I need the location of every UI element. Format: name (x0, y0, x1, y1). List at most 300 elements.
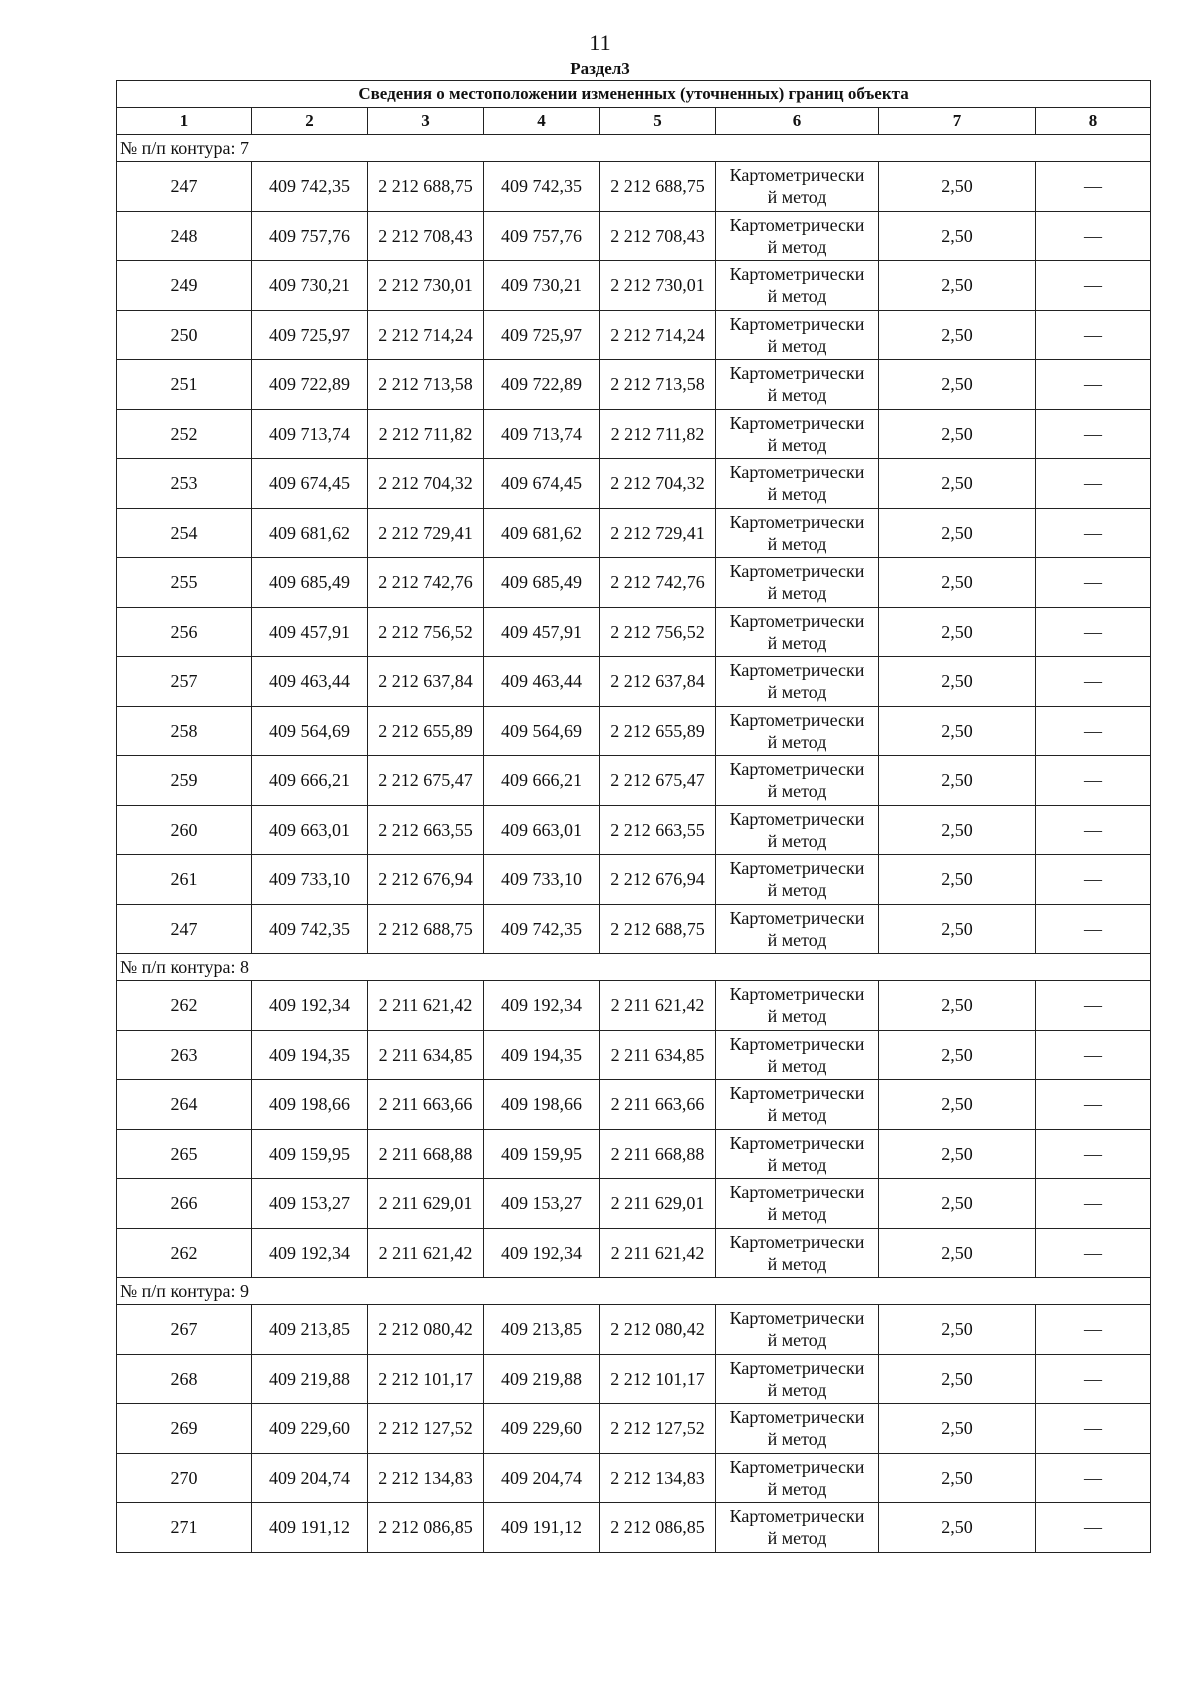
method-text-line1: Картометрически (729, 1083, 865, 1104)
column-number: 4 (484, 108, 600, 135)
point-number-cell: 254 (117, 508, 252, 558)
old-y-coordinate-cell: 2 211 634,85 (368, 1030, 484, 1080)
accuracy-cell: 2,50 (879, 1404, 1036, 1454)
accuracy-cell: 2,50 (879, 1030, 1036, 1080)
method-text-line2: й метод (767, 335, 827, 356)
new-y-coordinate-cell: 2 211 668,88 (600, 1129, 716, 1179)
table-row (117, 855, 1151, 905)
new-x-coordinate-cell: 409 213,85 (484, 1305, 600, 1355)
old-y-coordinate-cell: 2 212 655,89 (368, 706, 484, 756)
old-y-coordinate-cell: 2 212 711,82 (368, 409, 484, 459)
old-y-coordinate-cell: 2 212 127,52 (368, 1404, 484, 1454)
old-y-coordinate-cell: 2 212 134,83 (368, 1453, 484, 1503)
old-y-coordinate-cell: 2 212 663,55 (368, 805, 484, 855)
table-row (117, 1354, 1151, 1404)
point-number-cell: 258 (117, 706, 252, 756)
description-cell: — (1036, 211, 1151, 261)
column-number: 1 (117, 108, 252, 135)
description-cell: — (1036, 805, 1151, 855)
method-cell (716, 1503, 879, 1553)
section-title: Раздел3 (570, 59, 630, 78)
description-cell: — (1036, 508, 1151, 558)
new-x-coordinate-cell: 409 194,35 (484, 1030, 600, 1080)
description-cell: — (1036, 459, 1151, 509)
new-y-coordinate-cell: 2 212 742,76 (600, 558, 716, 608)
method-cell (716, 855, 879, 905)
table-row (117, 162, 1151, 212)
new-y-coordinate-cell: 2 212 688,75 (600, 904, 716, 954)
old-x-coordinate-cell: 409 666,21 (252, 756, 368, 806)
method-text-line1: Картометрически (729, 1456, 865, 1477)
new-x-coordinate-cell: 409 192,34 (484, 1228, 600, 1278)
contour-label: № п/п контура: 8 (117, 954, 1151, 981)
point-number-cell: 251 (117, 360, 252, 410)
method-text-line1: Картометрически (729, 660, 865, 681)
method-text-line2: й метод (767, 632, 827, 653)
new-y-coordinate-cell: 2 212 688,75 (600, 162, 716, 212)
old-y-coordinate-cell: 2 212 729,41 (368, 508, 484, 558)
point-number-cell: 264 (117, 1080, 252, 1130)
accuracy-cell: 2,50 (879, 459, 1036, 509)
old-x-coordinate-cell: 409 663,01 (252, 805, 368, 855)
old-x-coordinate-cell: 409 685,49 (252, 558, 368, 608)
table-row (117, 409, 1151, 459)
description-cell: — (1036, 657, 1151, 707)
method-text-line1: Картометрически (729, 808, 865, 829)
table-row (117, 261, 1151, 311)
old-x-coordinate-cell: 409 757,76 (252, 211, 368, 261)
point-number-cell: 262 (117, 981, 252, 1031)
old-x-coordinate-cell: 409 229,60 (252, 1404, 368, 1454)
description-cell: — (1036, 162, 1151, 212)
new-y-coordinate-cell: 2 212 086,85 (600, 1503, 716, 1553)
old-x-coordinate-cell: 409 192,34 (252, 1228, 368, 1278)
method-cell (716, 756, 879, 806)
old-y-coordinate-cell: 2 212 637,84 (368, 657, 484, 707)
old-y-coordinate-cell: 2 212 675,47 (368, 756, 484, 806)
old-x-coordinate-cell: 409 219,88 (252, 1354, 368, 1404)
point-number-cell: 259 (117, 756, 252, 806)
old-x-coordinate-cell: 409 198,66 (252, 1080, 368, 1130)
method-cell (716, 904, 879, 954)
old-y-coordinate-cell: 2 212 714,24 (368, 310, 484, 360)
column-number: 6 (716, 108, 879, 135)
method-text-line1: Картометрически (729, 1407, 865, 1428)
old-x-coordinate-cell: 409 674,45 (252, 459, 368, 509)
method-cell (716, 1228, 879, 1278)
method-text-line1: Картометрически (729, 1132, 865, 1153)
old-x-coordinate-cell: 409 194,35 (252, 1030, 368, 1080)
old-y-coordinate-cell: 2 211 629,01 (368, 1179, 484, 1229)
method-text-line2: й метод (767, 484, 827, 505)
method-text-line1: Картометрически (729, 1506, 865, 1527)
column-number: 8 (1036, 108, 1151, 135)
method-text-line1: Картометрически (729, 214, 865, 235)
accuracy-cell: 2,50 (879, 1305, 1036, 1355)
method-cell (716, 1030, 879, 1080)
point-number-cell: 271 (117, 1503, 252, 1553)
method-text-line1: Картометрически (729, 412, 865, 433)
new-x-coordinate-cell: 409 191,12 (484, 1503, 600, 1553)
table-row (117, 360, 1151, 410)
old-y-coordinate-cell: 2 212 101,17 (368, 1354, 484, 1404)
method-text-line2: й метод (767, 830, 827, 851)
old-x-coordinate-cell: 409 725,97 (252, 310, 368, 360)
point-number-cell: 247 (117, 162, 252, 212)
table-row (117, 981, 1151, 1031)
accuracy-cell: 2,50 (879, 756, 1036, 806)
method-text-line2: й метод (767, 187, 827, 208)
method-cell (716, 981, 879, 1031)
contour-header-row (117, 954, 1151, 981)
table-row (117, 706, 1151, 756)
contour-label: № п/п контура: 9 (117, 1278, 1151, 1305)
method-cell (716, 1305, 879, 1355)
table-row (117, 1129, 1151, 1179)
accuracy-cell: 2,50 (879, 162, 1036, 212)
method-text-line1: Картометрически (729, 1357, 865, 1378)
accuracy-cell: 2,50 (879, 211, 1036, 261)
accuracy-cell: 2,50 (879, 1228, 1036, 1278)
new-y-coordinate-cell: 2 212 708,43 (600, 211, 716, 261)
accuracy-cell: 2,50 (879, 904, 1036, 954)
point-number-cell: 247 (117, 904, 252, 954)
point-number-cell: 253 (117, 459, 252, 509)
accuracy-cell: 2,50 (879, 855, 1036, 905)
new-y-coordinate-cell: 2 212 714,24 (600, 310, 716, 360)
method-text-line2: й метод (767, 1105, 827, 1126)
old-y-coordinate-cell: 2 212 730,01 (368, 261, 484, 311)
point-number-cell: 263 (117, 1030, 252, 1080)
method-text-line2: й метод (767, 1204, 827, 1225)
accuracy-cell: 2,50 (879, 409, 1036, 459)
method-text-line1: Картометрически (729, 511, 865, 532)
accuracy-cell: 2,50 (879, 706, 1036, 756)
method-text-line2: й метод (767, 1379, 827, 1400)
old-y-coordinate-cell: 2 212 708,43 (368, 211, 484, 261)
table-row (117, 1228, 1151, 1278)
new-y-coordinate-cell: 2 211 663,66 (600, 1080, 716, 1130)
accuracy-cell: 2,50 (879, 981, 1036, 1031)
table-row (117, 211, 1151, 261)
method-cell (716, 657, 879, 707)
new-x-coordinate-cell: 409 725,97 (484, 310, 600, 360)
contour-header-row (117, 1278, 1151, 1305)
old-y-coordinate-cell: 2 212 086,85 (368, 1503, 484, 1553)
table-row (117, 1404, 1151, 1454)
method-cell (716, 1179, 879, 1229)
new-y-coordinate-cell: 2 212 675,47 (600, 756, 716, 806)
point-number-cell: 270 (117, 1453, 252, 1503)
table-row (117, 607, 1151, 657)
method-text-line1: Картометрически (729, 1182, 865, 1203)
method-cell (716, 508, 879, 558)
old-x-coordinate-cell: 409 730,21 (252, 261, 368, 311)
table-row (117, 1179, 1151, 1229)
new-x-coordinate-cell: 409 159,95 (484, 1129, 600, 1179)
new-x-coordinate-cell: 409 742,35 (484, 904, 600, 954)
old-y-coordinate-cell: 2 212 704,32 (368, 459, 484, 509)
point-number-cell: 267 (117, 1305, 252, 1355)
method-text-line2: й метод (767, 1253, 827, 1274)
new-x-coordinate-cell: 409 192,34 (484, 981, 600, 1031)
method-cell (716, 459, 879, 509)
old-x-coordinate-cell: 409 713,74 (252, 409, 368, 459)
old-y-coordinate-cell: 2 212 688,75 (368, 904, 484, 954)
method-text-line1: Картометрически (729, 759, 865, 780)
method-text-line1: Картометрически (729, 561, 865, 582)
point-number-cell: 252 (117, 409, 252, 459)
old-x-coordinate-cell: 409 159,95 (252, 1129, 368, 1179)
method-cell (716, 558, 879, 608)
method-text-line2: й метод (767, 1478, 827, 1499)
new-x-coordinate-cell: 409 204,74 (484, 1453, 600, 1503)
method-cell (716, 360, 879, 410)
accuracy-cell: 2,50 (879, 805, 1036, 855)
old-x-coordinate-cell: 409 191,12 (252, 1503, 368, 1553)
description-cell: — (1036, 855, 1151, 905)
old-y-coordinate-cell: 2 212 676,94 (368, 855, 484, 905)
method-text-line2: й метод (767, 781, 827, 802)
description-cell: — (1036, 1030, 1151, 1080)
table-row (117, 1453, 1151, 1503)
new-x-coordinate-cell: 409 666,21 (484, 756, 600, 806)
new-y-coordinate-cell: 2 212 127,52 (600, 1404, 716, 1454)
method-cell (716, 607, 879, 657)
point-number-cell: 266 (117, 1179, 252, 1229)
new-y-coordinate-cell: 2 211 621,42 (600, 1228, 716, 1278)
column-number: 2 (252, 108, 368, 135)
method-cell (716, 261, 879, 311)
method-text-line2: й метод (767, 1154, 827, 1175)
method-cell (716, 805, 879, 855)
new-y-coordinate-cell: 2 212 134,83 (600, 1453, 716, 1503)
new-y-coordinate-cell: 2 212 655,89 (600, 706, 716, 756)
method-text-line2: й метод (767, 929, 827, 950)
description-cell: — (1036, 1305, 1151, 1355)
method-text-line1: Картометрически (729, 709, 865, 730)
table-row (117, 558, 1151, 608)
accuracy-cell: 2,50 (879, 1080, 1036, 1130)
old-x-coordinate-cell: 409 733,10 (252, 855, 368, 905)
contour-header-row (117, 135, 1151, 162)
new-x-coordinate-cell: 409 730,21 (484, 261, 600, 311)
point-number-cell: 250 (117, 310, 252, 360)
description-cell: — (1036, 1179, 1151, 1229)
table-row (117, 1305, 1151, 1355)
accuracy-cell: 2,50 (879, 1129, 1036, 1179)
old-x-coordinate-cell: 409 681,62 (252, 508, 368, 558)
new-x-coordinate-cell: 409 153,27 (484, 1179, 600, 1229)
new-x-coordinate-cell: 409 713,74 (484, 409, 600, 459)
table-row (117, 1080, 1151, 1130)
new-y-coordinate-cell: 2 212 711,82 (600, 409, 716, 459)
accuracy-cell: 2,50 (879, 607, 1036, 657)
column-number: 3 (368, 108, 484, 135)
method-text-line1: Картометрически (729, 165, 865, 186)
new-y-coordinate-cell: 2 211 621,42 (600, 981, 716, 1031)
new-x-coordinate-cell: 409 219,88 (484, 1354, 600, 1404)
point-number-cell: 256 (117, 607, 252, 657)
method-text-line2: й метод (767, 236, 827, 257)
new-x-coordinate-cell: 409 457,91 (484, 607, 600, 657)
old-x-coordinate-cell: 409 192,34 (252, 981, 368, 1031)
point-number-cell: 248 (117, 211, 252, 261)
table-row (117, 1030, 1151, 1080)
table-row (117, 756, 1151, 806)
description-cell: — (1036, 756, 1151, 806)
accuracy-cell: 2,50 (879, 310, 1036, 360)
new-y-coordinate-cell: 2 212 637,84 (600, 657, 716, 707)
new-y-coordinate-cell: 2 212 080,42 (600, 1305, 716, 1355)
method-text-line1: Картометрически (729, 264, 865, 285)
table-caption: Сведения о местоположении измененных (уточненных) границ объекта (117, 81, 1151, 108)
old-x-coordinate-cell: 409 564,69 (252, 706, 368, 756)
table-caption-row (117, 81, 1151, 108)
new-x-coordinate-cell: 409 229,60 (484, 1404, 600, 1454)
new-y-coordinate-cell: 2 211 629,01 (600, 1179, 716, 1229)
method-text-line1: Картометрически (729, 1231, 865, 1252)
method-text-line2: й метод (767, 1528, 827, 1549)
description-cell: — (1036, 558, 1151, 608)
method-text-line2: й метод (767, 434, 827, 455)
old-y-coordinate-cell: 2 212 742,76 (368, 558, 484, 608)
method-text-line1: Картометрически (729, 1033, 865, 1054)
method-text-line2: й метод (767, 286, 827, 307)
point-number-cell: 257 (117, 657, 252, 707)
description-cell: — (1036, 1453, 1151, 1503)
new-x-coordinate-cell: 409 564,69 (484, 706, 600, 756)
method-cell (716, 706, 879, 756)
new-x-coordinate-cell: 409 733,10 (484, 855, 600, 905)
old-y-coordinate-cell: 2 211 621,42 (368, 1228, 484, 1278)
old-y-coordinate-cell: 2 212 688,75 (368, 162, 484, 212)
new-y-coordinate-cell: 2 212 713,58 (600, 360, 716, 410)
method-text-line1: Картометрически (729, 1308, 865, 1329)
method-text-line2: й метод (767, 583, 827, 604)
new-y-coordinate-cell: 2 212 663,55 (600, 805, 716, 855)
description-cell: — (1036, 1080, 1151, 1130)
description-cell: — (1036, 1354, 1151, 1404)
description-cell: — (1036, 310, 1151, 360)
description-cell: — (1036, 261, 1151, 311)
method-cell (716, 409, 879, 459)
new-x-coordinate-cell: 409 198,66 (484, 1080, 600, 1130)
method-cell (716, 162, 879, 212)
table-row (117, 657, 1151, 707)
description-cell: — (1036, 981, 1151, 1031)
accuracy-cell: 2,50 (879, 657, 1036, 707)
column-number-row (117, 108, 1151, 135)
page-number: 11 (589, 30, 611, 55)
method-cell (716, 211, 879, 261)
method-cell (716, 1354, 879, 1404)
point-number-cell: 260 (117, 805, 252, 855)
method-text-line2: й метод (767, 1330, 827, 1351)
method-text-line2: й метод (767, 1429, 827, 1450)
table-row (117, 1503, 1151, 1553)
description-cell: — (1036, 360, 1151, 410)
new-y-coordinate-cell: 2 212 101,17 (600, 1354, 716, 1404)
table-row (117, 459, 1151, 509)
description-cell: — (1036, 1228, 1151, 1278)
point-number-cell: 249 (117, 261, 252, 311)
new-y-coordinate-cell: 2 212 730,01 (600, 261, 716, 311)
old-y-coordinate-cell: 2 211 621,42 (368, 981, 484, 1031)
column-number: 7 (879, 108, 1036, 135)
old-y-coordinate-cell: 2 211 663,66 (368, 1080, 484, 1130)
old-y-coordinate-cell: 2 212 080,42 (368, 1305, 484, 1355)
old-x-coordinate-cell: 409 742,35 (252, 162, 368, 212)
old-x-coordinate-cell: 409 742,35 (252, 904, 368, 954)
accuracy-cell: 2,50 (879, 1179, 1036, 1229)
method-text-line2: й метод (767, 533, 827, 554)
accuracy-cell: 2,50 (879, 1354, 1036, 1404)
method-cell (716, 1453, 879, 1503)
accuracy-cell: 2,50 (879, 558, 1036, 608)
point-number-cell: 262 (117, 1228, 252, 1278)
method-cell (716, 1080, 879, 1130)
method-text-line2: й метод (767, 682, 827, 703)
method-text-line1: Картометрически (729, 858, 865, 879)
column-number: 5 (600, 108, 716, 135)
old-y-coordinate-cell: 2 212 756,52 (368, 607, 484, 657)
new-x-coordinate-cell: 409 674,45 (484, 459, 600, 509)
table-row (117, 904, 1151, 954)
table-row (117, 310, 1151, 360)
new-x-coordinate-cell: 409 722,89 (484, 360, 600, 410)
old-x-coordinate-cell: 409 457,91 (252, 607, 368, 657)
old-x-coordinate-cell: 409 204,74 (252, 1453, 368, 1503)
new-x-coordinate-cell: 409 742,35 (484, 162, 600, 212)
table-body (117, 81, 1151, 1553)
method-text-line2: й метод (767, 385, 827, 406)
accuracy-cell: 2,50 (879, 261, 1036, 311)
point-number-cell: 261 (117, 855, 252, 905)
method-text-line1: Картометрически (729, 462, 865, 483)
new-y-coordinate-cell: 2 212 704,32 (600, 459, 716, 509)
method-text-line1: Картометрически (729, 984, 865, 1005)
accuracy-cell: 2,50 (879, 1453, 1036, 1503)
contour-label: № п/п контура: 7 (117, 135, 1151, 162)
method-text-line2: й метод (767, 731, 827, 752)
old-x-coordinate-cell: 409 722,89 (252, 360, 368, 410)
description-cell: — (1036, 409, 1151, 459)
description-cell: — (1036, 1404, 1151, 1454)
point-number-cell: 269 (117, 1404, 252, 1454)
description-cell: — (1036, 1129, 1151, 1179)
method-cell (716, 1404, 879, 1454)
table-row (117, 805, 1151, 855)
new-x-coordinate-cell: 409 463,44 (484, 657, 600, 707)
new-x-coordinate-cell: 409 685,49 (484, 558, 600, 608)
description-cell: — (1036, 706, 1151, 756)
table-row (117, 508, 1151, 558)
method-text-line2: й метод (767, 1006, 827, 1027)
description-cell: — (1036, 904, 1151, 954)
new-y-coordinate-cell: 2 211 634,85 (600, 1030, 716, 1080)
method-cell (716, 310, 879, 360)
point-number-cell: 268 (117, 1354, 252, 1404)
old-y-coordinate-cell: 2 212 713,58 (368, 360, 484, 410)
point-number-cell: 265 (117, 1129, 252, 1179)
description-cell: — (1036, 607, 1151, 657)
accuracy-cell: 2,50 (879, 360, 1036, 410)
accuracy-cell: 2,50 (879, 508, 1036, 558)
method-text-line1: Картометрически (729, 907, 865, 928)
old-x-coordinate-cell: 409 213,85 (252, 1305, 368, 1355)
point-number-cell: 255 (117, 558, 252, 608)
